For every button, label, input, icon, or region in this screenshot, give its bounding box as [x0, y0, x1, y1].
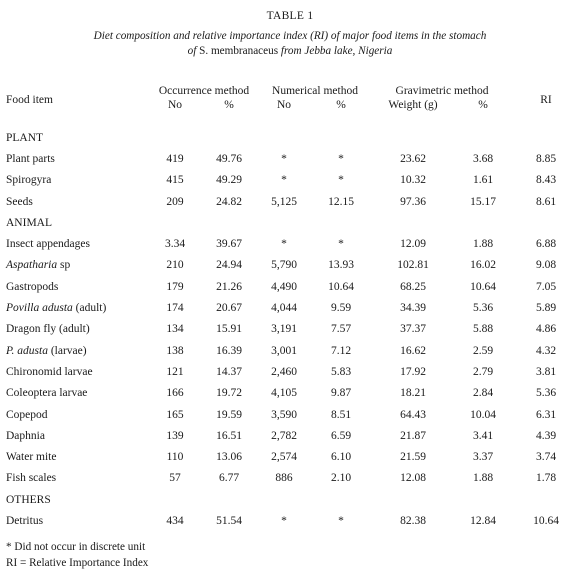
numerical-no: * — [281, 152, 287, 165]
gravimetric-percent: 3.68 — [472, 152, 494, 165]
gravimetric-percent: 16.02 — [470, 259, 496, 272]
numerical-percent: 9.59 — [330, 302, 352, 315]
numerical-no: 4,105 — [271, 387, 297, 400]
occurrence-percent: 15.91 — [216, 323, 242, 336]
header-row — [0, 82, 580, 127]
gravimetric-weight: 12.08 — [400, 472, 426, 485]
numerical-no: 886 — [275, 472, 293, 485]
caption-line-1: Diet composition and relative importance index (RI) of major food items in the stomach — [93, 30, 487, 42]
ri-value: 5.89 — [535, 302, 557, 315]
food-item-name: Dragon fly (adult) — [6, 323, 90, 336]
numerical-percent: 7.57 — [330, 323, 352, 336]
food-item-name: Gastropods — [6, 280, 59, 293]
food-item-name: Coleoptera larvae — [6, 387, 88, 400]
header-gravimetric — [372, 82, 512, 127]
group-label: ANIMAL — [6, 216, 52, 229]
occurrence-no: 57 — [169, 472, 181, 485]
numerical-no: 2,460 — [271, 365, 297, 378]
header-weight: Weight (g) — [388, 99, 438, 111]
occurrence-percent: 16.51 — [216, 429, 242, 442]
food-item-name: Daphnia — [6, 429, 45, 442]
numerical-no: 3,191 — [271, 323, 297, 336]
food-item-name — [0, 297, 150, 318]
food-item-italic: Aspatharia — [6, 259, 58, 272]
occurrence-percent: 49.76 — [216, 152, 242, 165]
table-row — [0, 255, 580, 276]
numerical-percent: 5.83 — [330, 365, 352, 378]
food-item-suffix: (larvae) — [47, 344, 87, 357]
header-occ-pct: % — [224, 99, 234, 111]
header-gravimetric-title: Gravimetric method — [395, 85, 489, 97]
occurrence-no: 3.34 — [164, 238, 186, 251]
table-caption — [0, 29, 580, 59]
numerical-no: 4,044 — [271, 302, 297, 315]
table-row — [0, 148, 580, 169]
food-item-suffix: sp — [57, 259, 71, 272]
occurrence-no: 179 — [166, 280, 184, 293]
numerical-percent: * — [338, 174, 344, 187]
gravimetric-percent: 10.04 — [470, 408, 496, 421]
occurrence-percent: 14.37 — [216, 365, 242, 378]
gravimetric-weight: 97.36 — [400, 195, 426, 208]
numerical-no: 2,782 — [271, 429, 297, 442]
gravimetric-weight: 37.37 — [400, 323, 426, 336]
table-row — [0, 340, 580, 361]
gravimetric-percent: 10.64 — [470, 280, 496, 293]
ri-value: 9.08 — [535, 259, 557, 272]
occurrence-no: 209 — [166, 195, 184, 208]
table-row — [0, 404, 580, 425]
gravimetric-percent: 1.88 — [472, 238, 494, 251]
gravimetric-percent: 1.88 — [472, 472, 494, 485]
gravimetric-weight: 102.81 — [397, 259, 429, 272]
footnote-asterisk: * Did not occur in discrete unit — [6, 541, 146, 553]
ri-value: 4.86 — [535, 323, 557, 336]
numerical-percent: 8.51 — [330, 408, 352, 421]
header-occurrence-title: Occurrence method — [158, 85, 250, 97]
group-row — [0, 212, 580, 233]
numerical-percent: * — [338, 514, 344, 527]
gravimetric-percent: 12.84 — [470, 514, 496, 527]
caption-species: S. membranaceus — [199, 45, 279, 57]
occurrence-percent: 21.26 — [216, 280, 242, 293]
ri-value: 1.78 — [535, 472, 557, 485]
food-item-italic: P. adusta — [6, 344, 48, 357]
table-row — [0, 276, 580, 297]
occurrence-no: 415 — [166, 174, 184, 187]
ri-value: 10.64 — [533, 514, 559, 527]
occurrence-percent: 19.59 — [216, 408, 242, 421]
numerical-no: 5,790 — [271, 259, 297, 272]
gravimetric-weight: 21.59 — [400, 451, 426, 464]
header-numerical — [258, 82, 372, 127]
table-row — [0, 361, 580, 382]
numerical-percent: 12.15 — [328, 195, 354, 208]
food-item-name: Fish scales — [6, 472, 57, 485]
table-row — [0, 383, 580, 404]
occurrence-percent: 6.77 — [218, 472, 240, 485]
numerical-no: * — [281, 514, 287, 527]
ri-value: 4.32 — [535, 344, 557, 357]
ri-value: 4.39 — [535, 429, 557, 442]
food-item-name: Insect appendages — [6, 238, 90, 251]
table-row — [0, 510, 580, 531]
numerical-percent: 13.93 — [328, 259, 354, 272]
gravimetric-weight: 34.39 — [400, 302, 426, 315]
header-ri: RI — [540, 94, 552, 106]
table-row — [0, 468, 580, 489]
occurrence-percent: 20.67 — [216, 302, 242, 315]
header-occurrence — [150, 82, 258, 127]
ri-value: 7.05 — [535, 280, 557, 293]
group-row — [0, 489, 580, 510]
occurrence-no: 165 — [166, 408, 184, 421]
occurrence-no: 174 — [166, 302, 184, 315]
occurrence-no: 121 — [166, 365, 184, 378]
numerical-percent: 2.10 — [330, 472, 352, 485]
occurrence-no: 419 — [166, 152, 184, 165]
occurrence-percent: 19.72 — [216, 387, 242, 400]
occurrence-no: 110 — [166, 451, 184, 464]
gravimetric-weight: 82.38 — [400, 514, 426, 527]
occurrence-percent: 49.29 — [216, 174, 242, 187]
table-row — [0, 297, 580, 318]
table-row — [0, 425, 580, 446]
gravimetric-weight: 17.92 — [400, 365, 426, 378]
table-row — [0, 191, 580, 212]
header-num-no: No — [276, 99, 292, 111]
numerical-percent: 6.59 — [330, 429, 352, 442]
gravimetric-weight: 10.32 — [400, 174, 426, 187]
occurrence-no: 210 — [166, 259, 184, 272]
gravimetric-percent: 5.36 — [472, 302, 494, 315]
numerical-no: 5,125 — [271, 195, 297, 208]
gravimetric-weight: 16.62 — [400, 344, 426, 357]
gravimetric-percent: 3.41 — [472, 429, 494, 442]
food-item-name — [0, 255, 150, 276]
numerical-percent: 9.87 — [330, 387, 352, 400]
ri-value: 8.85 — [535, 152, 557, 165]
occurrence-no: 434 — [166, 514, 184, 527]
numerical-percent: 10.64 — [328, 280, 354, 293]
gravimetric-weight: 21.87 — [400, 429, 426, 442]
food-item-name: Plant parts — [6, 152, 55, 165]
gravimetric-percent: 2.59 — [472, 344, 494, 357]
food-item-name — [0, 340, 150, 361]
table-row — [0, 446, 580, 467]
occurrence-no: 139 — [166, 429, 184, 442]
numerical-percent: * — [338, 238, 344, 251]
header-occ-no: No — [167, 99, 183, 111]
occurrence-percent: 51.54 — [216, 514, 242, 527]
numerical-no: 2,574 — [271, 451, 297, 464]
numerical-percent: 6.10 — [330, 451, 352, 464]
gravimetric-percent: 3.37 — [472, 451, 494, 464]
group-row — [0, 127, 580, 148]
gravimetric-weight: 64.43 — [400, 408, 426, 421]
header-num-pct: % — [336, 99, 346, 111]
ri-value: 3.81 — [535, 365, 557, 378]
table-label: TABLE 1 — [266, 10, 314, 22]
food-item-name: Detritus — [6, 514, 44, 527]
numerical-no: * — [281, 238, 287, 251]
occurrence-percent: 16.39 — [216, 344, 242, 357]
food-item-name: Copepod — [6, 408, 48, 421]
occurrence-percent: 24.82 — [216, 195, 242, 208]
ri-value: 6.31 — [535, 408, 557, 421]
numerical-no: * — [281, 174, 287, 187]
ri-value: 6.88 — [535, 238, 557, 251]
occurrence-percent: 13.06 — [216, 451, 242, 464]
table-row — [0, 233, 580, 254]
food-item-suffix: (adult) — [72, 302, 107, 315]
table-row — [0, 319, 580, 340]
numerical-no: 4,490 — [271, 280, 297, 293]
caption-prefix: of — [187, 45, 200, 57]
gravimetric-weight: 12.09 — [400, 238, 426, 251]
gravimetric-percent: 1.61 — [472, 174, 494, 187]
food-item-name: Seeds — [6, 195, 33, 208]
ri-value: 8.43 — [535, 174, 557, 187]
gravimetric-percent: 2.84 — [472, 387, 494, 400]
footnote-ri: RI = Relative Importance Index — [6, 557, 149, 569]
header-food-item: Food item — [6, 94, 53, 106]
occurrence-percent: 24.94 — [216, 259, 242, 272]
ri-value: 8.61 — [535, 195, 557, 208]
numerical-no: 3,590 — [271, 408, 297, 421]
group-label: PLANT — [6, 131, 44, 144]
food-item-name: Water mite — [6, 451, 57, 464]
numerical-percent: * — [338, 152, 344, 165]
food-item-italic: Povilla adusta — [6, 302, 73, 315]
food-item-name: Chironomid larvae — [6, 365, 93, 378]
header-grav-pct: % — [478, 99, 488, 111]
caption-line-2 — [0, 44, 580, 59]
gravimetric-weight: 18.21 — [400, 387, 426, 400]
gravimetric-percent: 5.88 — [472, 323, 494, 336]
caption-suffix: from Jebba lake, Nigeria — [278, 45, 393, 57]
gravimetric-percent: 15.17 — [470, 195, 496, 208]
header-numerical-title: Numerical method — [272, 85, 358, 97]
table-row — [0, 170, 580, 191]
group-label: OTHERS — [6, 493, 51, 506]
occurrence-no: 166 — [166, 387, 184, 400]
diet-composition-table — [0, 82, 580, 532]
occurrence-no: 138 — [166, 344, 184, 357]
gravimetric-percent: 2.79 — [472, 365, 494, 378]
ri-value: 5.36 — [535, 387, 557, 400]
gravimetric-weight: 68.25 — [400, 280, 426, 293]
occurrence-percent: 39.67 — [216, 238, 242, 251]
numerical-no: 3,001 — [271, 344, 297, 357]
ri-value: 3.74 — [535, 451, 557, 464]
food-item-name: Spirogyra — [6, 174, 52, 187]
occurrence-no: 134 — [166, 323, 184, 336]
gravimetric-weight: 23.62 — [400, 152, 426, 165]
numerical-percent: 7.12 — [330, 344, 352, 357]
